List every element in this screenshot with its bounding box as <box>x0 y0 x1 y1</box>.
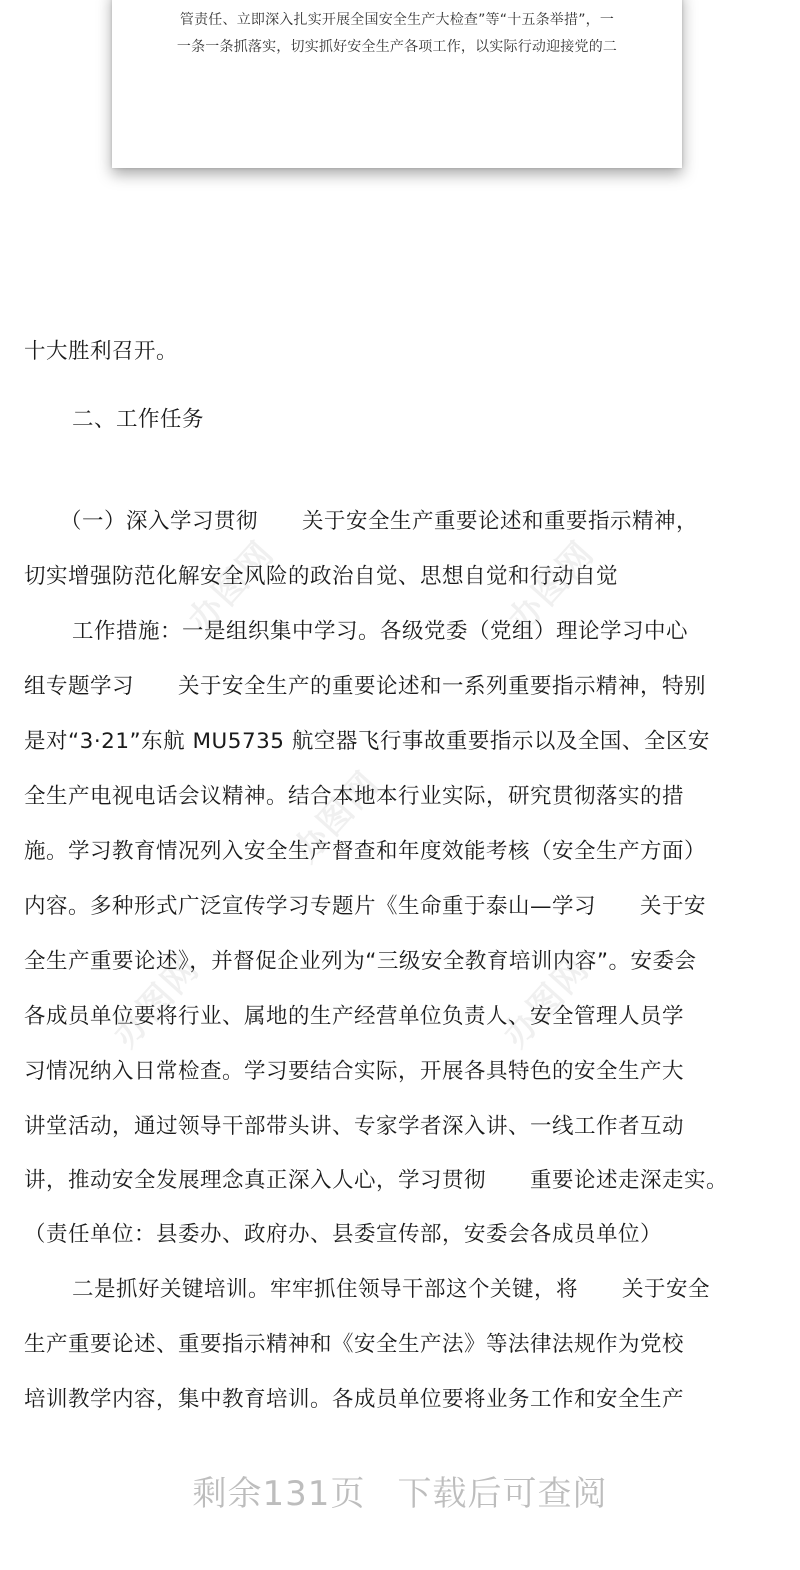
watermark: 办图网 <box>180 533 283 641</box>
preview-text-line: 一条一条抓落实，切实抓好安全生产各项工作，以实际行动迎接党的二 <box>176 39 618 55</box>
body-text-line: 讲，推动安全发展理念真正深入人心，学习贯彻 重要论述走深走实。 <box>24 1168 729 1193</box>
body-text-line: 二是抓好关键培训。牢牢抓住领导干部这个关键，将 关于安全 <box>72 1277 711 1302</box>
body-text-line: 各成员单位要将行业、属地的生产经营单位负责人、安全管理人员学 <box>24 1004 685 1029</box>
body-text-line: 切实增强防范化解安全风险的政治自觉、思想自觉和行动自觉 <box>24 564 619 589</box>
body-text-line: 培训教学内容，集中教育培训。各成员单位要将业务工作和安全生产 <box>24 1387 685 1412</box>
watermark: 办图网 <box>500 533 603 641</box>
watermark: 办图网 <box>285 763 388 871</box>
previous-page-preview <box>112 0 682 168</box>
section-heading: 二、工作任务 <box>72 407 205 432</box>
body-text-line: 全生产电视电话会议精神。结合本地本行业实际，研究贯彻落实的措 <box>24 784 685 809</box>
body-text-line: 十大胜利召开。 <box>24 339 179 364</box>
body-text-line: 是对“3·21”东航 MU5735 航空器飞行事故重要指示以及全国、全区安 <box>24 729 710 754</box>
body-text-line: 施。学习教育情况列入安全生产督查和年度效能考核（安全生产方面） <box>24 839 707 864</box>
download-prompt[interactable] <box>0 1466 800 1515</box>
body-text-line: 组专题学习 关于安全生产的重要论述和一系列重要指示精神，特别 <box>24 674 707 699</box>
body-text-line: 生产重要论述、重要指示精神和《安全生产法》等法律法规作为党校 <box>24 1332 685 1357</box>
body-text-line: 内容。多种形式广泛宣传学习专题片《生命重于泰山—学习 关于安 <box>24 894 707 919</box>
watermark: 办图网 <box>105 948 208 1056</box>
body-text-line: （责任单位：县委办、政府办、县委宣传部，安委会各成员单位） <box>24 1222 663 1247</box>
body-text-line: 习情况纳入日常检查。学习要结合实际，开展各具特色的安全生产大 <box>24 1059 685 1084</box>
subsection-heading: （一）深入学习贯彻 关于安全生产重要论述和重要指示精神， <box>60 509 699 534</box>
body-text-line: 工作措施：一是组织集中学习。各级党委（党组）理论学习中心 <box>72 619 689 644</box>
body-text-line: 全生产重要论述》，并督促企业列为“三级安全教育培训内容”。安委会 <box>24 949 697 974</box>
preview-text-line: 管责任、立即深入扎实开展全国安全生产大检查”等“十五条举措”，一 <box>179 12 615 28</box>
download-to-view-label[interactable]: 下载后可查阅 <box>397 1474 608 1514</box>
remaining-pages-label: 剩余131页 <box>192 1474 366 1514</box>
body-text-line: 讲堂活动，通过领导干部带头讲、专家学者深入讲、一线工作者互动 <box>24 1114 685 1139</box>
watermark: 办图网 <box>495 948 598 1056</box>
